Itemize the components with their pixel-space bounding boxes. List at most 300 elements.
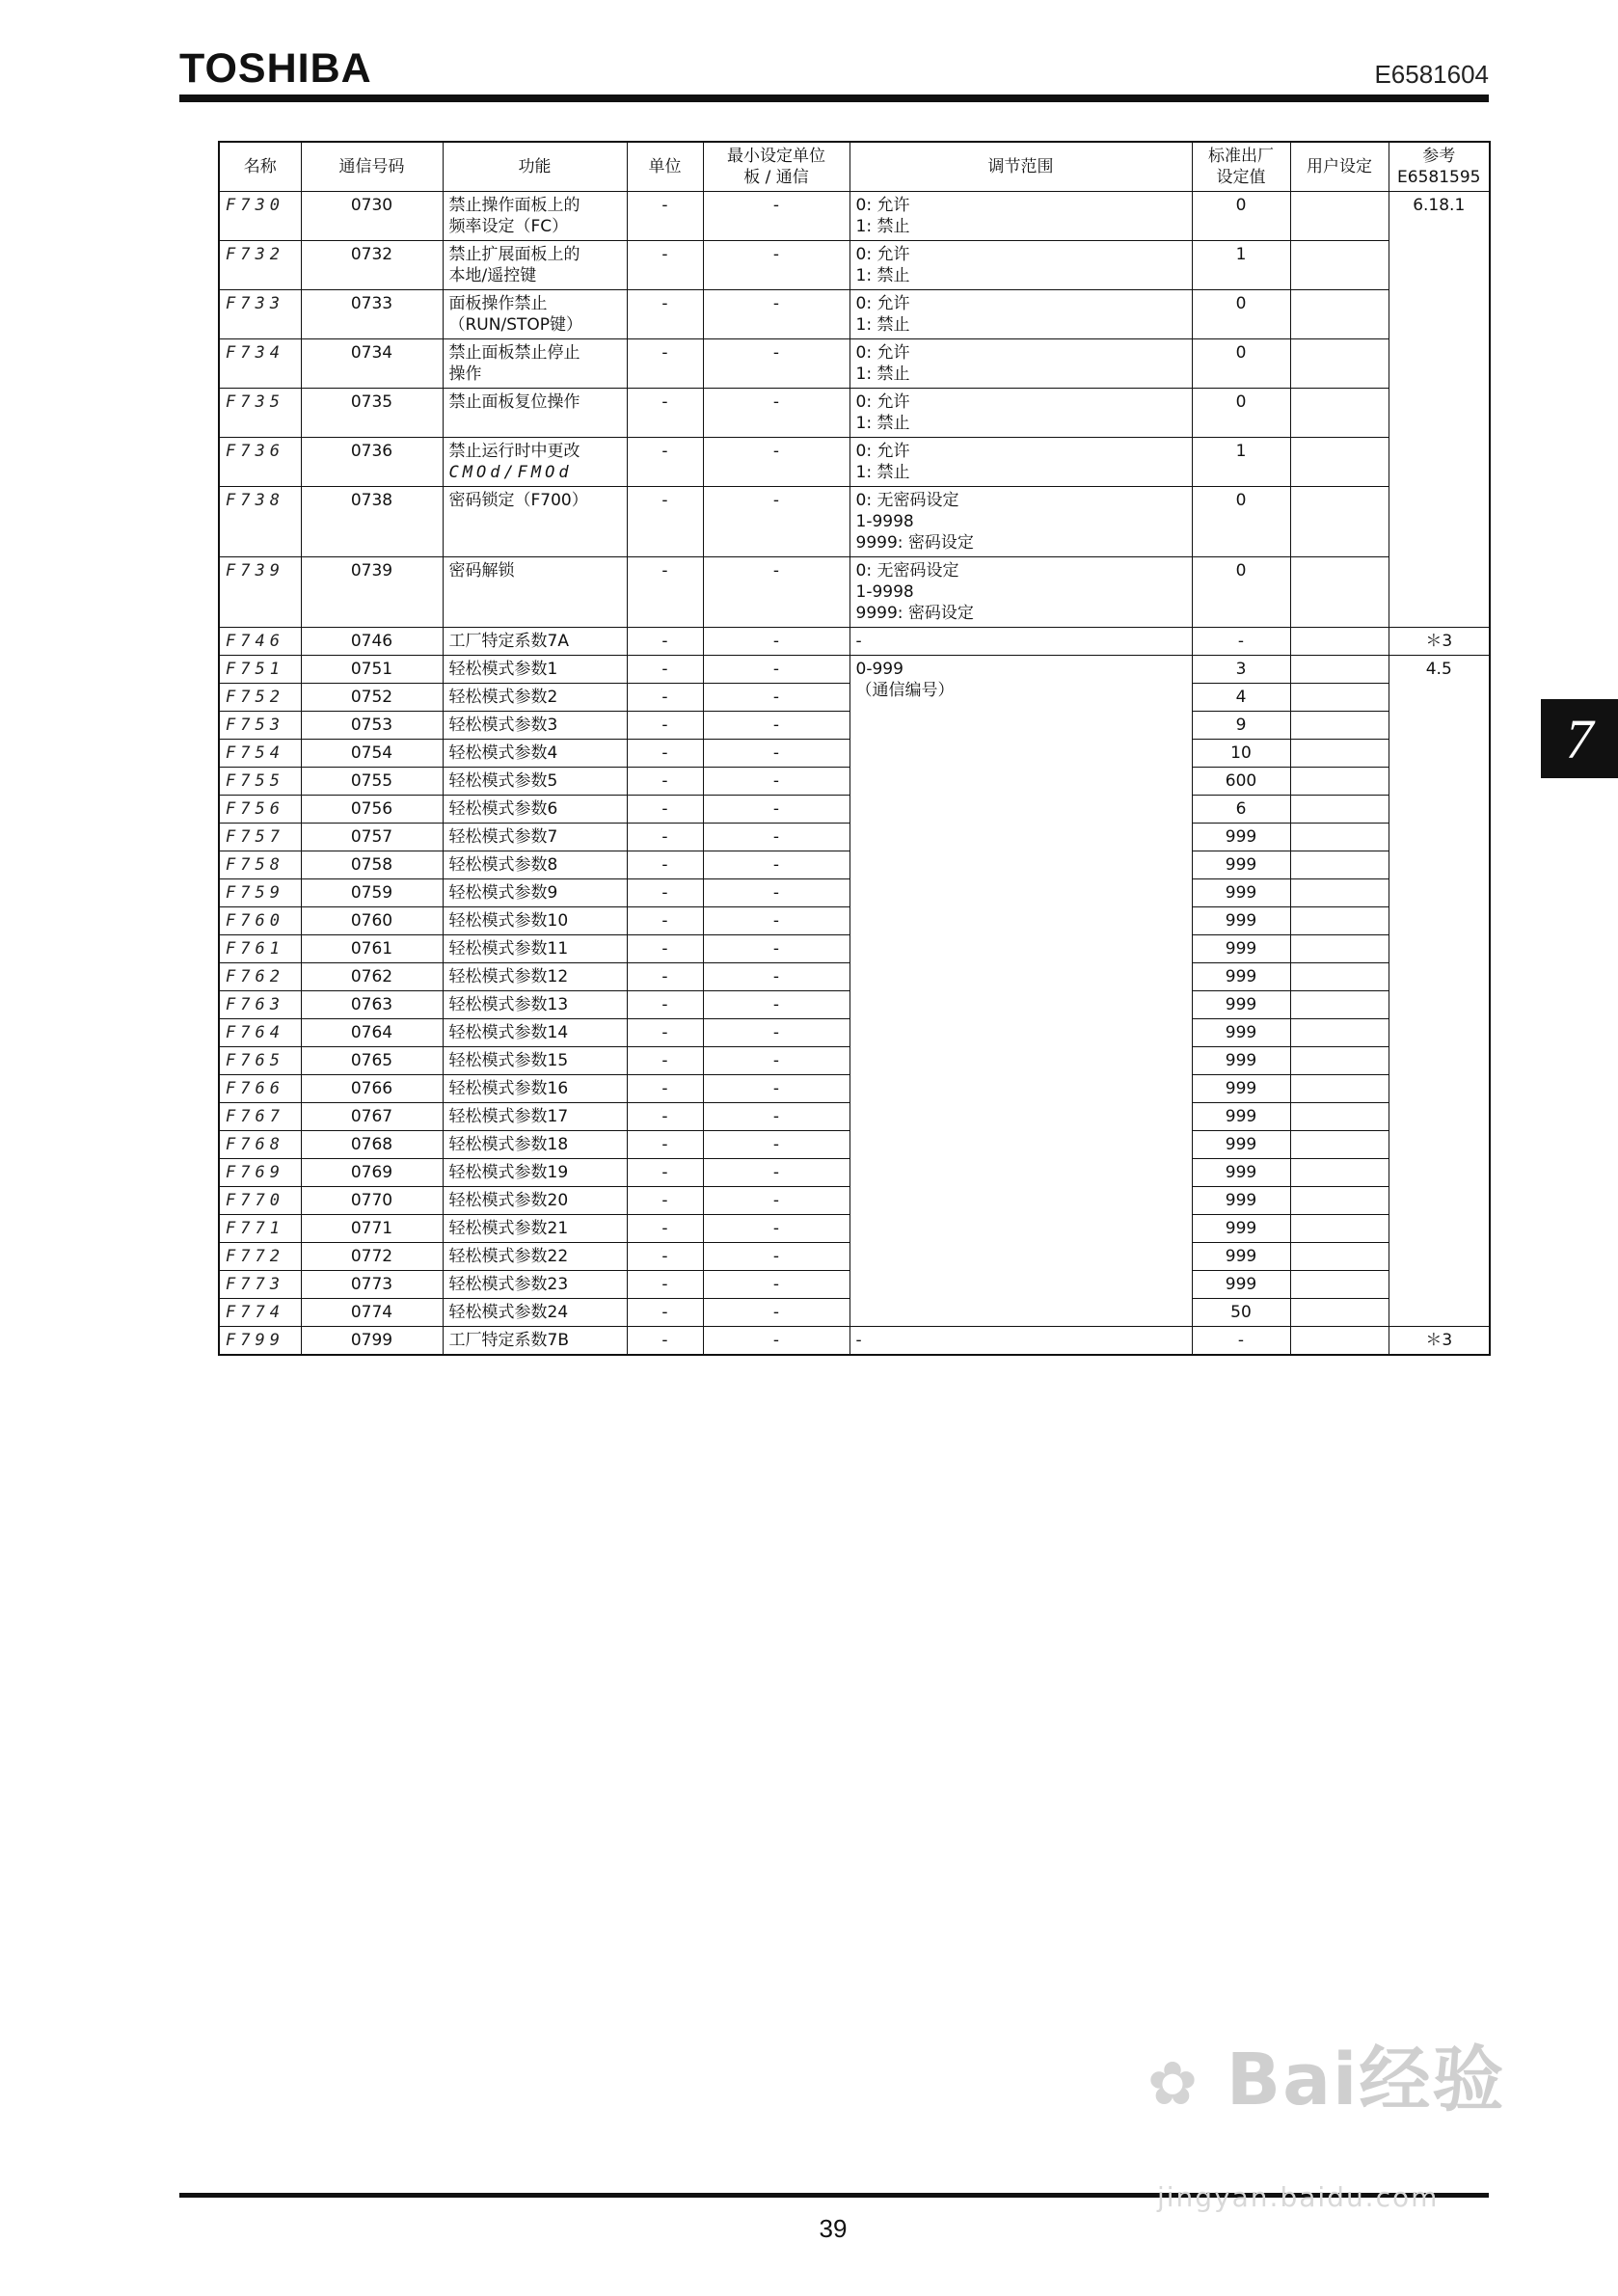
user-setting-cell	[1290, 879, 1389, 907]
function-cell	[443, 438, 627, 487]
user-setting-cell	[1290, 768, 1389, 796]
user-setting-cell	[1290, 628, 1389, 656]
function-cell: 轻松模式参数6	[443, 796, 627, 824]
comm-number: 0764	[301, 1019, 443, 1047]
param-name: F756	[219, 796, 301, 824]
user-setting-cell	[1290, 1243, 1389, 1271]
param-name: F799	[219, 1327, 301, 1356]
min-unit-cell: -	[703, 851, 849, 879]
user-setting-cell	[1290, 1047, 1389, 1075]
min-unit-cell: -	[703, 712, 849, 740]
header-ref-line1: 参考	[1422, 147, 1456, 166]
function-cell: 轻松模式参数24	[443, 1299, 627, 1327]
range-cell: 0: 无密码设定 1-9998 9999: 密码设定	[849, 487, 1192, 557]
min-unit-cell: -	[703, 656, 849, 684]
comm-number: 0759	[301, 879, 443, 907]
min-unit-cell: -	[703, 684, 849, 712]
min-unit-cell: -	[703, 487, 849, 557]
default-cell: 999	[1192, 1131, 1290, 1159]
reference-cell: 6.18.1	[1389, 192, 1490, 628]
comm-number: 0746	[301, 628, 443, 656]
user-setting-cell	[1290, 684, 1389, 712]
param-name: F757	[219, 824, 301, 851]
min-unit-cell: -	[703, 1159, 849, 1187]
function-line1: 禁止面板复位操作	[448, 392, 580, 412]
table-row	[219, 290, 1490, 339]
unit-cell: -	[627, 557, 703, 628]
function-cell: 轻松模式参数14	[443, 1019, 627, 1047]
function-cell: 轻松模式参数16	[443, 1075, 627, 1103]
function-cell: 轻松模式参数17	[443, 1103, 627, 1131]
param-name: F760	[219, 907, 301, 935]
param-name: F770	[219, 1187, 301, 1215]
param-name: F764	[219, 1019, 301, 1047]
header-comm-no: 通信号码	[301, 142, 443, 192]
min-unit-cell: -	[703, 1271, 849, 1299]
comm-number: 0761	[301, 935, 443, 963]
min-unit-cell: -	[703, 991, 849, 1019]
function-cell: 轻松模式参数21	[443, 1215, 627, 1243]
comm-number: 0772	[301, 1243, 443, 1271]
param-name: F759	[219, 879, 301, 907]
header-min-unit	[703, 142, 849, 192]
param-name: F734	[219, 339, 301, 389]
min-unit-cell: -	[703, 824, 849, 851]
comm-number: 0765	[301, 1047, 443, 1075]
unit-cell: -	[627, 438, 703, 487]
default-cell: 999	[1192, 935, 1290, 963]
range-cell: -	[849, 1327, 1192, 1356]
comm-number: 0757	[301, 824, 443, 851]
function-cell: 轻松模式参数23	[443, 1271, 627, 1299]
param-name: F733	[219, 290, 301, 339]
unit-cell: -	[627, 1215, 703, 1243]
comm-number: 0738	[301, 487, 443, 557]
function-line1: 禁止扩展面板上的	[448, 245, 580, 264]
function-cell: 轻松模式参数11	[443, 935, 627, 963]
function-line1: 密码锁定（F700）	[448, 491, 588, 510]
user-setting-cell	[1290, 712, 1389, 740]
default-cell: 999	[1192, 963, 1290, 991]
min-unit-cell: -	[703, 935, 849, 963]
comm-number: 0736	[301, 438, 443, 487]
paw-icon: ✿	[1147, 2048, 1200, 2119]
user-setting-cell	[1290, 487, 1389, 557]
function-cell: 轻松模式参数7	[443, 824, 627, 851]
user-setting-cell	[1290, 1187, 1389, 1215]
range-cell: 0: 无密码设定 1-9998 9999: 密码设定	[849, 557, 1192, 628]
function-cell: 轻松模式参数1	[443, 656, 627, 684]
default-cell: 999	[1192, 991, 1290, 1019]
default-cell: 1	[1192, 241, 1290, 290]
default-cell: 0	[1192, 339, 1290, 389]
param-name: F765	[219, 1047, 301, 1075]
table-row	[219, 438, 1490, 487]
comm-number: 0758	[301, 851, 443, 879]
default-cell: 999	[1192, 1215, 1290, 1243]
default-cell: 0	[1192, 192, 1290, 241]
baidu-watermark	[1147, 2039, 1552, 2150]
comm-number: 0799	[301, 1327, 443, 1356]
header-unit: 单位	[627, 142, 703, 192]
unit-cell: -	[627, 1187, 703, 1215]
table-row	[219, 1327, 1490, 1356]
user-setting-cell	[1290, 824, 1389, 851]
easy-mode-rows	[219, 656, 1490, 1327]
function-cell: 轻松模式参数13	[443, 991, 627, 1019]
function-cell: 轻松模式参数20	[443, 1187, 627, 1215]
user-setting-cell	[1290, 963, 1389, 991]
function-line1: 面板操作禁止	[448, 294, 548, 313]
comm-number: 0773	[301, 1271, 443, 1299]
function-cell: 轻松模式参数4	[443, 740, 627, 768]
default-cell: 10	[1192, 740, 1290, 768]
user-setting-cell	[1290, 1159, 1389, 1187]
toshiba-logo: TOSHIBA	[179, 45, 372, 92]
range-cell	[849, 656, 1192, 1327]
default-cell: 4	[1192, 684, 1290, 712]
default-cell: -	[1192, 1327, 1290, 1356]
document-number: E6581604	[1374, 60, 1489, 89]
function-cell: 轻松模式参数22	[443, 1243, 627, 1271]
min-unit-cell: -	[703, 768, 849, 796]
default-cell: 999	[1192, 1187, 1290, 1215]
default-cell: 3	[1192, 656, 1290, 684]
function-cell: 轻松模式参数8	[443, 851, 627, 879]
unit-cell: -	[627, 851, 703, 879]
range-cell: 0: 允许 1: 禁止	[849, 389, 1192, 438]
function-cell	[443, 487, 627, 557]
comm-number: 0760	[301, 907, 443, 935]
user-setting-cell	[1290, 1327, 1389, 1356]
default-cell: 1	[1192, 438, 1290, 487]
table-row	[219, 339, 1490, 389]
min-unit-cell: -	[703, 1215, 849, 1243]
user-setting-cell	[1290, 1131, 1389, 1159]
function-cell: 轻松模式参数9	[443, 879, 627, 907]
min-unit-cell: -	[703, 1047, 849, 1075]
range-value: 0-999	[855, 660, 903, 679]
comm-number: 0739	[301, 557, 443, 628]
user-setting-cell	[1290, 241, 1389, 290]
watermark-text: Bai经验	[1226, 2039, 1506, 2121]
default-cell: 999	[1192, 851, 1290, 879]
min-unit-cell: -	[703, 1019, 849, 1047]
min-unit-cell: -	[703, 1243, 849, 1271]
watermark-url: jingyan.baidu.com	[1157, 2181, 1440, 2213]
user-setting-cell	[1290, 1019, 1389, 1047]
function-cell	[443, 557, 627, 628]
user-setting-cell	[1290, 339, 1389, 389]
parameter-table	[218, 141, 1491, 1356]
function-cell: 轻松模式参数18	[443, 1131, 627, 1159]
comm-number: 0770	[301, 1187, 443, 1215]
function-cell: 轻松模式参数5	[443, 768, 627, 796]
range-cell: 0: 允许 1: 禁止	[849, 290, 1192, 339]
comm-number: 0754	[301, 740, 443, 768]
comm-number: 0767	[301, 1103, 443, 1131]
unit-cell: -	[627, 768, 703, 796]
function-line2: 本地/遥控键	[448, 266, 537, 285]
param-name: F730	[219, 192, 301, 241]
param-name: F774	[219, 1299, 301, 1327]
function-line1: 禁止面板禁止停止	[448, 343, 580, 363]
table-row	[219, 628, 1490, 656]
table-row	[219, 487, 1490, 557]
header-name: 名称	[219, 142, 301, 192]
min-unit-cell: -	[703, 192, 849, 241]
min-unit-cell: -	[703, 1075, 849, 1103]
function-cell	[443, 389, 627, 438]
unit-cell: -	[627, 241, 703, 290]
unit-cell: -	[627, 991, 703, 1019]
param-name: F736	[219, 438, 301, 487]
range-note: （通信编号）	[855, 681, 955, 700]
comm-number: 0732	[301, 241, 443, 290]
user-setting-cell	[1290, 1075, 1389, 1103]
header-ref-line2: E6581595	[1397, 168, 1481, 187]
min-unit-cell: -	[703, 740, 849, 768]
user-setting-cell	[1290, 1215, 1389, 1243]
param-name: F762	[219, 963, 301, 991]
function-line1: 密码解锁	[448, 561, 515, 581]
unit-cell: -	[627, 824, 703, 851]
user-setting-cell	[1290, 935, 1389, 963]
unit-cell: -	[627, 1075, 703, 1103]
default-cell: 999	[1192, 879, 1290, 907]
unit-cell: -	[627, 1159, 703, 1187]
min-unit-cell: -	[703, 1187, 849, 1215]
min-unit-cell: -	[703, 339, 849, 389]
comm-number: 0752	[301, 684, 443, 712]
param-name: F758	[219, 851, 301, 879]
unit-cell: -	[627, 628, 703, 656]
param-name: F761	[219, 935, 301, 963]
unit-cell: -	[627, 712, 703, 740]
range-cell: 0: 允许 1: 禁止	[849, 241, 1192, 290]
function-cell: 工厂特定系数7B	[443, 1327, 627, 1356]
default-cell: 6	[1192, 796, 1290, 824]
user-setting-cell	[1290, 389, 1389, 438]
header-default-line2: 设定值	[1216, 168, 1266, 187]
comm-number: 0769	[301, 1159, 443, 1187]
default-cell: 999	[1192, 1243, 1290, 1271]
user-setting-cell	[1290, 851, 1389, 879]
unit-cell: -	[627, 656, 703, 684]
header-range: 调节范围	[849, 142, 1192, 192]
comm-number: 0762	[301, 963, 443, 991]
param-name: F773	[219, 1271, 301, 1299]
unit-cell: -	[627, 879, 703, 907]
min-unit-cell: -	[703, 628, 849, 656]
min-unit-cell: -	[703, 1103, 849, 1131]
default-cell: 0	[1192, 487, 1290, 557]
user-setting-cell	[1290, 1299, 1389, 1327]
min-unit-cell: -	[703, 963, 849, 991]
function-line2: 操作	[448, 365, 482, 384]
unit-cell: -	[627, 963, 703, 991]
unit-cell: -	[627, 487, 703, 557]
header-min-unit-line1: 最小设定单位	[727, 147, 825, 166]
param-name: F771	[219, 1215, 301, 1243]
comm-number: 0771	[301, 1215, 443, 1243]
unit-cell: -	[627, 389, 703, 438]
user-setting-cell	[1290, 438, 1389, 487]
min-unit-cell: -	[703, 1327, 849, 1356]
user-setting-cell	[1290, 796, 1389, 824]
min-unit-cell: -	[703, 796, 849, 824]
comm-number: 0763	[301, 991, 443, 1019]
reference-cell: ＊3	[1389, 628, 1490, 656]
min-unit-cell: -	[703, 557, 849, 628]
function-line2: 频率设定（FC）	[448, 217, 569, 236]
unit-cell: -	[627, 1299, 703, 1327]
min-unit-cell: -	[703, 907, 849, 935]
range-cell: -	[849, 628, 1192, 656]
comm-number: 0774	[301, 1299, 443, 1327]
user-setting-cell	[1290, 991, 1389, 1019]
table-header-row	[219, 142, 1490, 192]
param-name: F751	[219, 656, 301, 684]
default-cell: 0	[1192, 557, 1290, 628]
param-name: F754	[219, 740, 301, 768]
unit-cell: -	[627, 1019, 703, 1047]
min-unit-cell: -	[703, 241, 849, 290]
default-cell: -	[1192, 628, 1290, 656]
min-unit-cell: -	[703, 290, 849, 339]
unit-cell: -	[627, 684, 703, 712]
default-cell: 999	[1192, 1075, 1290, 1103]
default-cell: 0	[1192, 389, 1290, 438]
table-row	[219, 192, 1490, 241]
min-unit-cell: -	[703, 1131, 849, 1159]
param-name: F732	[219, 241, 301, 290]
user-setting-cell	[1290, 290, 1389, 339]
header-user-setting: 用户设定	[1290, 142, 1389, 192]
unit-cell: -	[627, 290, 703, 339]
unit-cell: -	[627, 339, 703, 389]
comm-number: 0730	[301, 192, 443, 241]
param-name: F755	[219, 768, 301, 796]
comm-number: 0735	[301, 389, 443, 438]
default-cell: 999	[1192, 1047, 1290, 1075]
function-line1: 禁止操作面板上的	[448, 196, 580, 215]
param-name: F738	[219, 487, 301, 557]
unit-cell: -	[627, 740, 703, 768]
param-name: F768	[219, 1131, 301, 1159]
user-setting-cell	[1290, 656, 1389, 684]
range-cell: 0: 允许 1: 禁止	[849, 339, 1192, 389]
param-name: F767	[219, 1103, 301, 1131]
header-function: 功能	[443, 142, 627, 192]
min-unit-cell: -	[703, 1299, 849, 1327]
default-cell: 9	[1192, 712, 1290, 740]
default-cell: 50	[1192, 1299, 1290, 1327]
range-cell: 0: 允许 1: 禁止	[849, 192, 1192, 241]
function-cell: 轻松模式参数3	[443, 712, 627, 740]
user-setting-cell	[1290, 740, 1389, 768]
function-cell: 轻松模式参数2	[443, 684, 627, 712]
table-row	[219, 656, 1490, 684]
param-name: F763	[219, 991, 301, 1019]
default-cell: 999	[1192, 907, 1290, 935]
function-cell	[443, 241, 627, 290]
range-cell: 0: 允许 1: 禁止	[849, 438, 1192, 487]
param-name: F766	[219, 1075, 301, 1103]
param-name: F752	[219, 684, 301, 712]
param-name: F746	[219, 628, 301, 656]
unit-cell: -	[627, 1047, 703, 1075]
param-name: F739	[219, 557, 301, 628]
function-cell: 轻松模式参数15	[443, 1047, 627, 1075]
function-cell	[443, 290, 627, 339]
chapter-tab: 7	[1541, 699, 1618, 778]
user-setting-cell	[1290, 192, 1389, 241]
default-cell: 999	[1192, 1103, 1290, 1131]
function-cell	[443, 339, 627, 389]
default-cell: 999	[1192, 1019, 1290, 1047]
comm-number: 0733	[301, 290, 443, 339]
function-cell: 轻松模式参数10	[443, 907, 627, 935]
min-unit-cell: -	[703, 389, 849, 438]
comm-number: 0768	[301, 1131, 443, 1159]
min-unit-cell: -	[703, 879, 849, 907]
comm-number: 0756	[301, 796, 443, 824]
user-setting-cell	[1290, 1103, 1389, 1131]
table-row	[219, 241, 1490, 290]
default-cell: 0	[1192, 290, 1290, 339]
unit-cell: -	[627, 796, 703, 824]
header-rule	[179, 95, 1489, 102]
user-setting-cell	[1290, 907, 1389, 935]
table-row	[219, 389, 1490, 438]
unit-cell: -	[627, 1271, 703, 1299]
param-name: F769	[219, 1159, 301, 1187]
header-default-line1: 标准出厂	[1208, 147, 1274, 166]
comm-number: 0755	[301, 768, 443, 796]
function-cell: 工厂特定系数7A	[443, 628, 627, 656]
page-number: 39	[819, 2214, 848, 2243]
default-cell: 999	[1192, 1159, 1290, 1187]
unit-cell: -	[627, 1131, 703, 1159]
unit-cell: -	[627, 907, 703, 935]
unit-cell: -	[627, 1327, 703, 1356]
unit-cell: -	[627, 192, 703, 241]
param-name: F735	[219, 389, 301, 438]
function-cell: 轻松模式参数19	[443, 1159, 627, 1187]
param-name: F772	[219, 1243, 301, 1271]
header-reference	[1389, 142, 1490, 192]
default-cell: 600	[1192, 768, 1290, 796]
comm-number: 0734	[301, 339, 443, 389]
user-setting-cell	[1290, 557, 1389, 628]
unit-cell: -	[627, 1243, 703, 1271]
unit-cell: -	[627, 1103, 703, 1131]
table-row	[219, 557, 1490, 628]
function-line2: （RUN/STOP键）	[448, 315, 583, 335]
user-setting-cell	[1290, 1271, 1389, 1299]
function-line2: CMOd/FMOd	[448, 463, 573, 482]
param-name: F753	[219, 712, 301, 740]
min-unit-cell: -	[703, 438, 849, 487]
default-cell: 999	[1192, 1271, 1290, 1299]
default-cell: 999	[1192, 824, 1290, 851]
reference-cell: ＊3	[1389, 1327, 1490, 1356]
reference-cell: 4.5	[1389, 656, 1490, 1327]
comm-number: 0751	[301, 656, 443, 684]
function-line1: 禁止运行时中更改	[448, 442, 580, 461]
function-cell: 轻松模式参数12	[443, 963, 627, 991]
